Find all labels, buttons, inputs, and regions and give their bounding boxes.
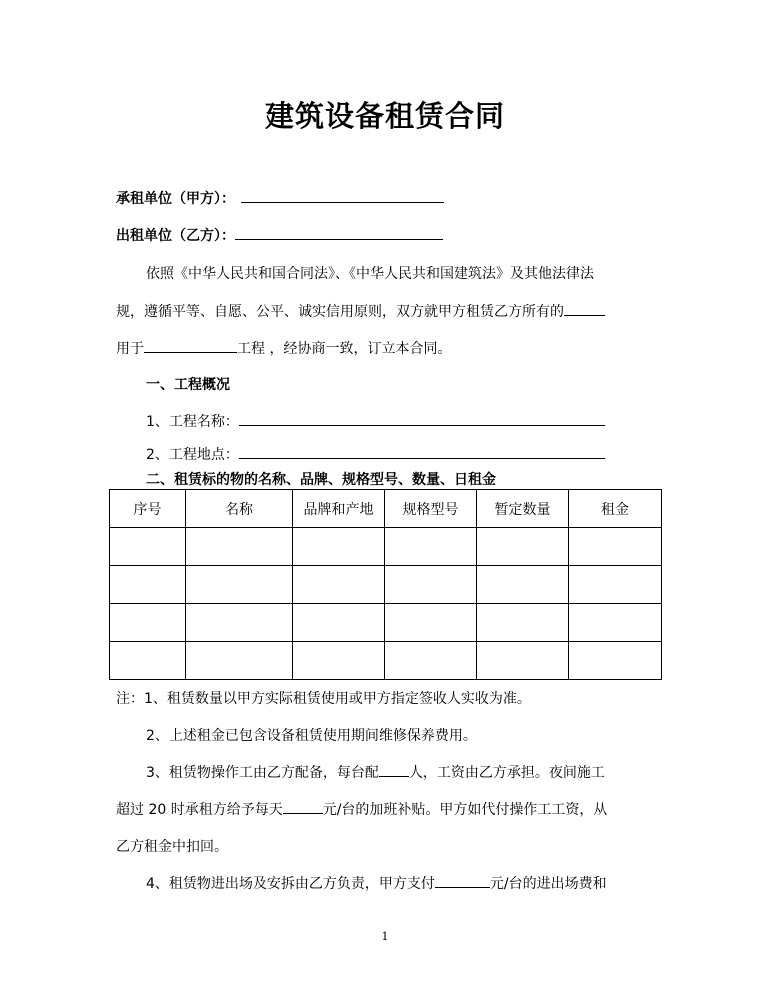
table-cell[interactable] [569,528,662,566]
note-3-line-3: 乙方租金中扣回。 [116,839,228,855]
table-row [110,528,662,566]
table-row [110,642,662,680]
col-header: 租金 [569,490,662,528]
col-header: 名称 [186,490,293,528]
operators-per-unit-blank[interactable] [379,762,409,777]
project-name-blank[interactable] [239,411,605,426]
table-cell[interactable] [293,566,385,604]
project-location-blank[interactable] [239,444,605,459]
project-name-line [146,411,605,431]
table-cell[interactable] [186,642,293,680]
intro-line-2 [116,301,605,321]
intro-line-3-suffix: 工程 ，经协商一致，订立本合同。 [237,341,452,357]
table-cell[interactable] [477,528,569,566]
table-cell[interactable] [110,528,186,566]
table-header-row [110,490,662,528]
col-header: 规格型号 [385,490,477,528]
note-3-line-2 [116,799,607,819]
entry-exit-fee-blank[interactable] [435,873,490,888]
note-4-text-b: 元/台的进出场费和 [489,876,607,892]
table-row [110,604,662,642]
intro-line-1: 依照《中华人民共和国合同法》、《中华人民共和国建筑法》及其他法律法 [146,266,594,282]
table-cell[interactable] [477,566,569,604]
table-cell[interactable] [569,566,662,604]
note-3-text-b: 人，工资由乙方承担。夜间施工 [408,765,605,781]
note-1: 注：1、租赁数量以甲方实际租赁使用或甲方指定签收人实收为准。 [116,691,531,707]
document-title: 建筑设备租赁合同 [264,99,505,133]
section-2-heading: 二、租赁标的物的名称、品牌、规格型号、数量、日租金 [146,472,496,488]
table-cell[interactable] [385,604,477,642]
table-cell[interactable] [385,528,477,566]
note-2: 2、上述租金已包含设备租赁使用期间维修保养费用。 [146,728,477,744]
col-header: 序号 [110,490,186,528]
table-cell[interactable] [293,642,385,680]
lessee-line [116,188,444,208]
table-cell[interactable] [569,604,662,642]
page-number: 1 [381,930,389,943]
table-cell[interactable] [110,642,186,680]
table-cell[interactable] [293,528,385,566]
lessee-label: 承租单位（甲方）： [116,191,235,207]
table-cell[interactable] [186,566,293,604]
lessor-label: 出租单位（乙方）： [116,228,235,244]
lessee-blank[interactable] [241,188,444,203]
intro-line-2-text: 规，遵循平等、自愿、公平、诚实信用原则，双方就甲方租赁乙方所有的 [116,304,564,320]
project-name-label: 1、工程名称： [146,414,239,430]
project-location-label: 2、工程地点： [146,447,239,463]
table-cell[interactable] [110,604,186,642]
lessor-blank[interactable] [235,225,443,240]
table-row [110,566,662,604]
note-4-line-1 [146,873,607,893]
table-cell[interactable] [293,604,385,642]
equipment-blank[interactable] [564,301,605,316]
equipment-table [109,489,662,680]
table-cell[interactable] [186,604,293,642]
table-cell[interactable] [110,566,186,604]
note-3-text-c: 超过 20 时承租方给予每天 [116,802,283,818]
col-header: 品牌和产地 [293,490,385,528]
note-3-line-1 [146,762,605,782]
note-3-text-d: 元/台的加班补贴。甲方如代付操作工工资，从 [322,802,608,818]
note-4-text-a: 4、租赁物进出场及安拆由乙方负责，甲方支付 [146,876,435,892]
intro-line-3-prefix: 用于 [116,341,144,357]
table-cell[interactable] [186,528,293,566]
table-cell[interactable] [385,642,477,680]
lessor-line [116,225,443,245]
intro-line-3 [116,338,451,358]
overtime-subsidy-blank[interactable] [283,799,323,814]
project-blank[interactable] [144,338,237,353]
table-cell[interactable] [477,642,569,680]
section-1-heading: 一、工程概况 [146,377,230,393]
table-cell[interactable] [569,642,662,680]
col-header: 暂定数量 [477,490,569,528]
note-3-text-a: 3、租赁物操作工由乙方配备，每台配 [146,765,379,781]
table-cell[interactable] [477,604,569,642]
table-cell[interactable] [385,566,477,604]
project-location-line [146,444,605,464]
